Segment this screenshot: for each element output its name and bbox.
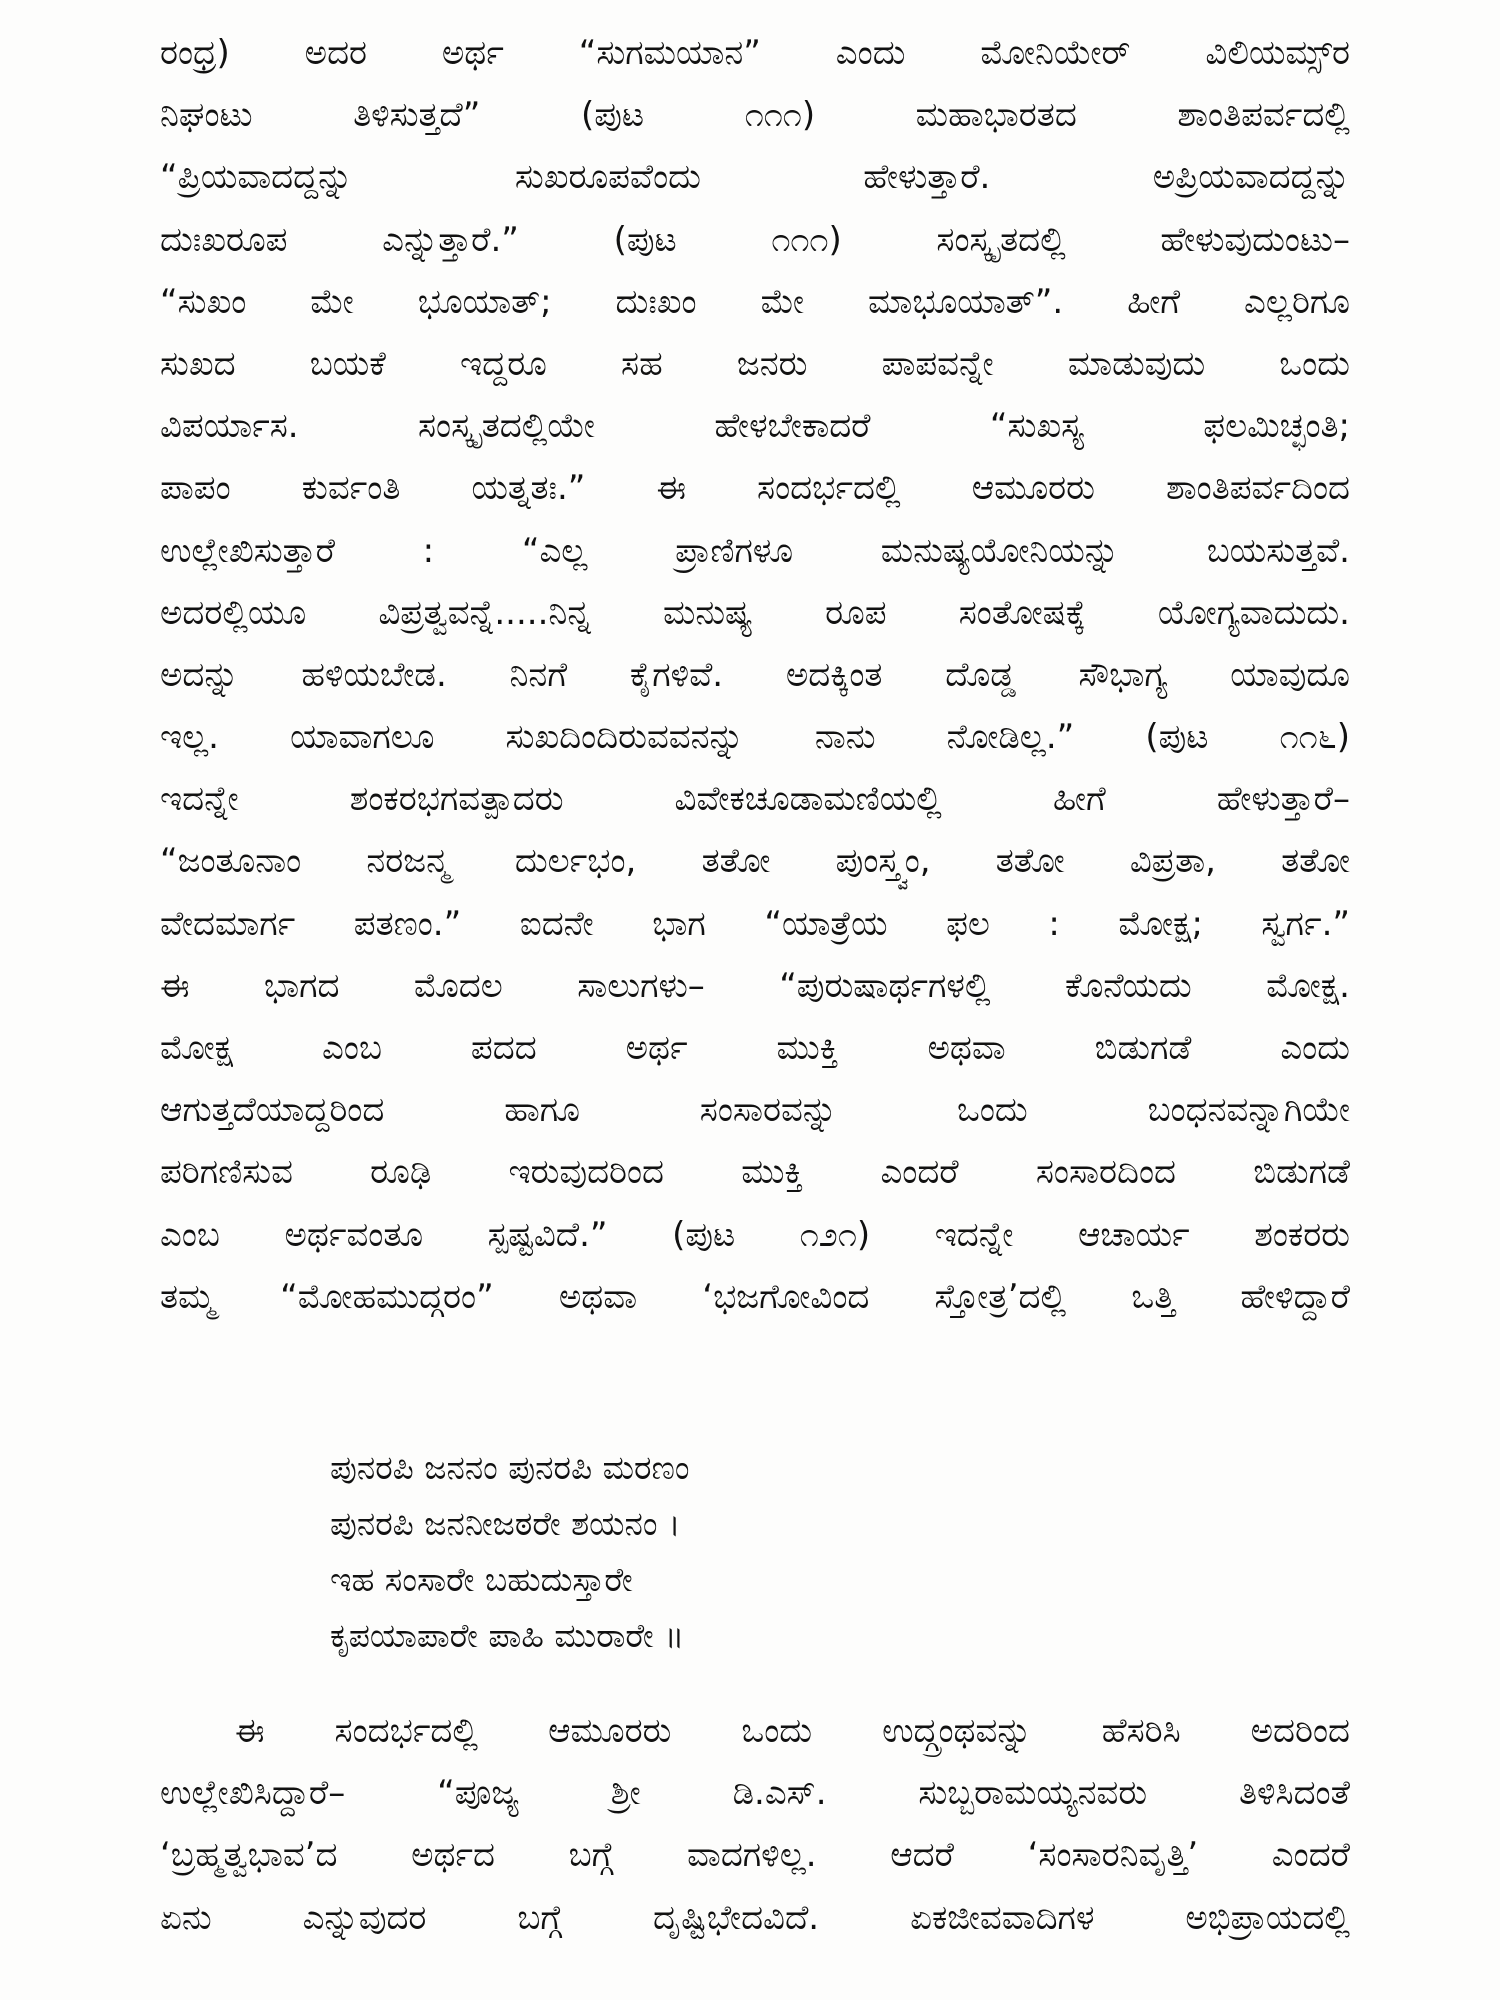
text-line: ಉಲ್ಲೇಖಿಸಿದ್ದಾರೆ– “ಪೂಜ್ಯ ಶ್ರೀ ಡಿ.ಎಸ್. ಸುಬ್ಬರಾಮಯ್ಯನವರು ತಿಳಿಸಿದಂತೆ [160, 1773, 1350, 1814]
text-line: ದುಃಖರೂಪ ಎನ್ನುತ್ತಾರೆ.” (ಪುಟ ೧೧೧) ಸಂಸ್ಕೃತದಲ್ಲಿ ಹೇಳುವುದುಂಟು– [160, 219, 1350, 260]
verse-line: ಇಹ ಸಂಸಾರೇ ಬಹುದುಸ್ತಾರೇ [330, 1560, 633, 1599]
text-line: ಏನು ಎನ್ನುವುದರ ಬಗ್ಗೆ ದೃಷ್ಟಿಭೇದವಿದೆ. ಏಕಜೀವವಾದಿಗಳ ಅಭಿಪ್ರಾಯದಲ್ಲಿ [160, 1897, 1350, 1938]
text-line: ವೇದಮಾರ್ಗ ಪತಣಂ.” ಐದನೇ ಭಾಗ “ಯಾತ್ರೆಯ ಫಲ : ಮೋಕ್ಷ; ಸ್ವರ್ಗ.” [160, 903, 1350, 944]
text-line: ಇಲ್ಲ. ಯಾವಾಗಲೂ ಸುಖದಿಂದಿರುವವನನ್ನು ನಾನು ನೋಡಿಲ್ಲ.” (ಪುಟ ೧೧೬) [160, 717, 1350, 758]
verse-line: ಪುನರಪಿ ಜನನಂ ಪುನರಪಿ ಮರಣಂ [330, 1448, 690, 1487]
text-line: ಆಗುತ್ತದೆಯಾದ್ದರಿಂದ ಹಾಗೂ ಸಂಸಾರವನ್ನು ಒಂದು ಬಂಧನವನ್ನಾಗಿಯೇ [160, 1090, 1350, 1131]
paragraph-main [160, 22, 1350, 1328]
verse-line: ಕೃಪಯಾಪಾರೇ ಪಾಹಿ ಮುರಾರೇ ॥ [330, 1616, 685, 1655]
text-line: ಸುಖದ ಬಯಕೆ ಇದ್ದರೂ ಸಹ ಜನರು ಪಾಪವನ್ನೇ ಮಾಡುವುದು ಒಂದು [160, 343, 1350, 384]
text-line: ಮೋಕ್ಷ ಎಂಬ ಪದದ ಅರ್ಥ ಮುಕ್ತಿ ಅಥವಾ ಬಿಡುಗಡೆ ಎಂದು [160, 1028, 1350, 1068]
text-line: ರಂಧ್ರ) ಅದರ ಅರ್ಥ “ಸುಗಮಯಾನ” ಎಂದು ಮೋನಿಯೇರ್ ವಿಲಿಯಮ್ಸ್‌ರ [160, 33, 1350, 73]
text-line: ಇದನ್ನೇ ಶಂಕರಭಗವತ್ಪಾದರು ವಿವೇಕಚೂಡಾಮಣಿಯಲ್ಲಿ ಹೀಗೆ ಹೇಳುತ್ತಾರೆ– [160, 779, 1350, 820]
text-line: “ಸುಖಂ ಮೇ ಭೂಯಾತ್; ದುಃಖಂ ಮೇ ಮಾಭೂಯಾತ್”. ಹೀಗೆ ಎಲ್ಲರಿಗೂ [160, 281, 1350, 322]
text-line: ಈ ಭಾಗದ ಮೊದಲ ಸಾಲುಗಳು– “ಪುರುಷಾರ್ಥಗಳಲ್ಲಿ ಕೊನೆಯದು ಮೋಕ್ಷ. [160, 965, 1350, 1006]
text-line: ಅದನ್ನು ಹಳಿಯಬೇಡ. ನಿನಗೆ ಕೈಗಳಿವೆ. ಅದಕ್ಕಿಂತ ದೊಡ್ಡ ಸೌಭಾಗ್ಯ ಯಾವುದೂ [160, 654, 1350, 695]
text-line: ನಿಘಂಟು ತಿಳಿಸುತ್ತದೆ” (ಪುಟ ೧೧೧) ಮಹಾಭಾರತದ ಶಾಂತಿಪರ್ವದಲ್ಲಿ [160, 95, 1350, 136]
text-line: ಎಂಬ ಅರ್ಥವಂತೂ ಸ್ಪಷ್ಟವಿದೆ.” (ಪುಟ ೧೨೧) ಇದನ್ನೇ ಆಚಾರ್ಯ ಶಂಕರರು [160, 1214, 1350, 1255]
verse-line: ಪುನರಪಿ ಜನನೀಜಠರೇ ಶಯನಂ । [330, 1504, 681, 1543]
text-line: ಪಾಪಂ ಕುರ್ವಂತಿ ಯತ್ನತಃ.” ಈ ಸಂದರ್ಭದಲ್ಲಿ ಆಮೂರರು ಶಾಂತಿಪರ್ವದಿಂದ [160, 468, 1350, 509]
paragraph-second [160, 1700, 1350, 1949]
text-line: ವಿಪರ್ಯಾಸ. ಸಂಸ್ಕೃತದಲ್ಲಿಯೇ ಹೇಳಬೇಕಾದರೆ “ಸುಖಸ್ಯ ಫಲಮಿಚ್ಛಂತಿ; [160, 406, 1350, 447]
text-line: ಅದರಲ್ಲಿಯೂ ವಿಪ್ರತ್ವವನ್ನೆ.....ನಿನ್ನ ಮನುಷ್ಯ ರೂಪ ಸಂತೋಷಕ್ಕೆ ಯೋಗ್ಯವಾದುದು. [160, 592, 1350, 633]
text-line: ಪರಿಗಣಿಸುವ ರೂಢಿ ಇರುವುದರಿಂದ ಮುಕ್ತಿ ಎಂದರೆ ಸಂಸಾರದಿಂದ ಬಿಡುಗಡೆ [160, 1152, 1350, 1193]
text-line: ತಮ್ಮ “ಮೋಹಮುದ್ಗರಂ” ಅಥವಾ ‘ಭಜಗೋವಿಂದ ಸ್ತೋತ್ರ’ದಲ್ಲಿ ಒತ್ತಿ ಹೇಳಿದ್ದಾರೆ [160, 1276, 1350, 1317]
verse-block [330, 1440, 1030, 1664]
text-line: “ಜಂತೂನಾಂ ನರಜನ್ಮ ದುರ್ಲಭಂ, ತತೋ ಪುಂಸ್ತ್ವಂ, ತತೋ ವಿಪ್ರತಾ, ತತೋ [160, 841, 1350, 882]
text-line: ‘ಬ್ರಹ್ಮತ್ವಭಾವ’ದ ಅರ್ಥದ ಬಗ್ಗೆ ವಾದಗಳಿಲ್ಲ. ಆದರೆ ‘ಸಂಸಾರನಿವೃತ್ತಿ’ ಎಂದರೆ [160, 1835, 1350, 1876]
text-line: ಈ ಸಂದರ್ಭದಲ್ಲಿ ಆಮೂರರು ಒಂದು ಉದ್ಗ್ರಂಥವನ್ನು ಹೆಸರಿಸಿ ಅದರಿಂದ [235, 1711, 1350, 1751]
text-line: “ಪ್ರಿಯವಾದದ್ದನ್ನು ಸುಖರೂಪವೆಂದು ಹೇಳುತ್ತಾರೆ. ಅಪ್ರಿಯವಾದದ್ದನ್ನು [160, 157, 1350, 198]
text-line: ಉಲ್ಲೇಖಿಸುತ್ತಾರೆ : “ಎಲ್ಲ ಪ್ರಾಣಿಗಳೂ ಮನುಷ್ಯಯೋನಿಯನ್ನು ಬಯಸುತ್ತವೆ. [160, 530, 1350, 571]
